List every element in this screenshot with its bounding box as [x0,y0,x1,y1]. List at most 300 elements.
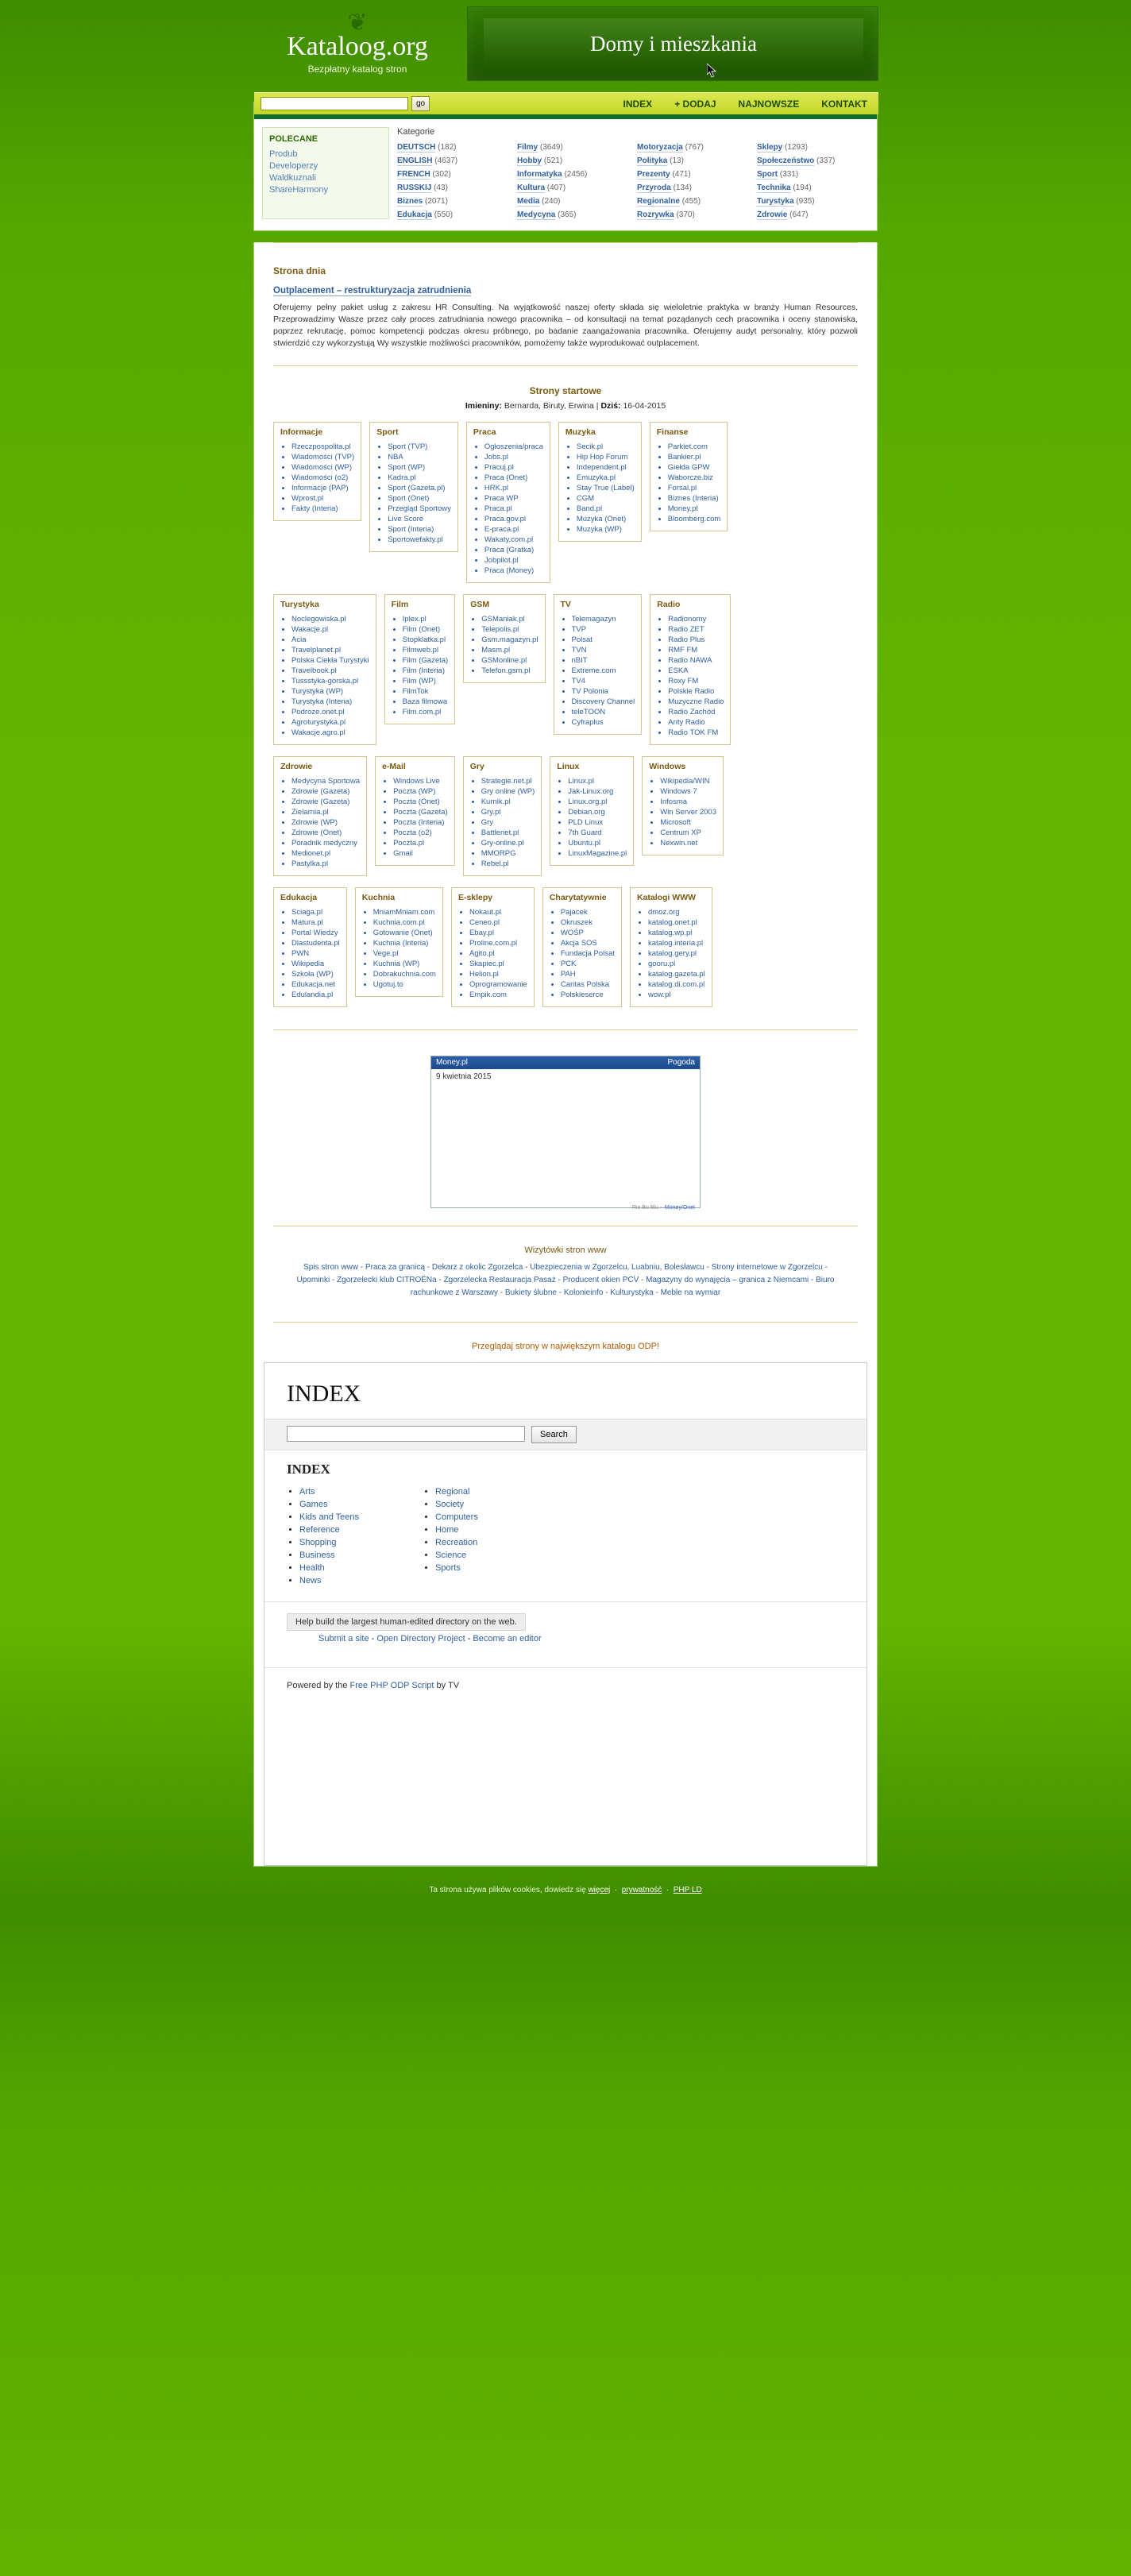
link-card-link[interactable]: Windows 7 [660,787,697,796]
link-card-link[interactable]: wow.pl [647,991,671,999]
category-link[interactable]: ENGLISH [397,156,433,165]
link-card-link[interactable]: Zdrowie (Gazeta) [291,798,350,806]
link-card-link[interactable]: Infosma [660,798,688,806]
link-card-link[interactable]: Polska Ciekła Turystyki [291,656,369,665]
link-card-link[interactable]: katalog.onet.pl [647,918,697,927]
category-link[interactable]: Rozrywka [637,210,674,219]
category-item [757,170,869,179]
link-card [273,887,347,1007]
link-card-link[interactable]: Polsat [571,635,593,644]
list-item [660,776,716,786]
odp-category-link[interactable]: Games [299,1500,328,1509]
odp-category-link[interactable]: Computers [435,1512,478,1522]
link-card-link[interactable]: Live Score [388,515,424,523]
link-card-link[interactable]: nBIT [571,656,588,665]
link-card-link[interactable]: Wprost.pl [291,494,324,503]
wizytowka-link[interactable]: Biuro rachunkowe z Warszawy [410,1276,835,1297]
strona-dnia-heading: Strona dnia [273,265,326,276]
wizytowka-link[interactable]: Zgorzelecki klub CITROËNa [337,1276,437,1284]
link-card-link[interactable]: Independent.pl [576,463,627,472]
odp-search-input[interactable] [287,1426,525,1442]
link-card-link[interactable]: 7th Guard [568,828,602,837]
link-card-link[interactable]: FilmTok [402,687,429,696]
link-card-link[interactable]: Wiadomości (TVP) [291,453,355,462]
list-item [484,566,543,576]
odp-help-section [264,1602,867,1667]
divider [273,365,858,366]
wizytowka-link[interactable]: Kolonieinfo [563,1288,604,1297]
link-card-link[interactable]: LinuxMagazine.pl [568,849,627,858]
list-item [373,979,436,990]
link-card-link[interactable]: Nokaut.pl [469,908,502,917]
link-card [542,887,622,1007]
link-card-link[interactable]: Radio TOK FM [668,728,719,737]
link-card-link[interactable]: Poradnik medyczny [291,839,357,848]
link-card-link[interactable]: Pastylka.pl [291,859,328,868]
wizytowka-link[interactable]: Magazyny do wynajęcia – granica z Niemcami [646,1276,809,1284]
link-card-link[interactable]: Muzyka (Onet) [576,515,627,523]
link-card-link[interactable]: Giełda GPW [667,463,710,472]
link-card-link[interactable]: Cyfraplus [571,718,604,727]
wizytowka-link[interactable]: Upominki [296,1276,330,1284]
category-link[interactable]: Filmy [517,143,538,152]
list-item [648,928,705,938]
link-card-link[interactable]: CGM [576,494,595,503]
link-card-link[interactable]: GSManiak.pl [481,615,525,624]
list-item [668,442,721,452]
link-card-link[interactable]: Informacje (PAP) [291,484,349,492]
link-card-link[interactable]: HRK.pl [484,484,509,492]
kategorie-grid [397,143,869,219]
link-card-link[interactable]: Polskieserce [560,991,604,999]
wizytowka-link[interactable]: Zgorzelecka Restauracja Pasaż [443,1276,556,1284]
link-card-link[interactable]: Nexwin.net [660,839,698,848]
privacy-link[interactable]: prywatność [621,1886,662,1894]
link-card-link[interactable]: Praca (Money) [484,566,535,575]
money-widget-footlink[interactable]: Money/Onet [664,1205,695,1211]
nav-item-kontakt[interactable]: KONTAKT [821,98,867,110]
category-link[interactable]: Kultura [517,183,545,192]
link-card-link[interactable]: Kuchnia (Interia) [372,939,429,948]
link-card-link[interactable]: Kuchnia.com.pl [372,918,425,927]
category-link[interactable]: Edukacja [397,210,432,219]
link-card-link[interactable]: katalog.di.com.pl [647,980,705,989]
link-card-link[interactable]: Jak-Linux.org [568,787,614,796]
link-card-link[interactable]: PCK [560,960,577,968]
link-card-link[interactable]: Hip Hop Forum [576,453,628,462]
list-item [393,817,448,828]
odp-category-link[interactable]: Regional [435,1487,470,1497]
link-card-link[interactable]: Secik.pl [576,442,604,451]
list-item [572,655,635,666]
link-card-link[interactable]: Gry online (WP) [481,787,535,796]
link-card-title: Turystyka [280,600,319,609]
list-item [469,938,527,948]
link-card-link[interactable]: Radio Plus [668,635,705,644]
link-card-link[interactable]: Agito.pl [469,949,495,958]
link-card-link[interactable]: Ebay.pl [469,929,494,937]
link-card-link[interactable]: Baza filmowa [402,697,448,706]
link-card-link[interactable]: Debian.org [568,808,605,817]
link-card-link[interactable]: Windows Live [393,777,440,786]
list-item [373,948,436,959]
link-card-link[interactable]: Ugotuj.to [372,980,403,989]
category-link[interactable]: FRENCH [397,170,430,179]
link-card-link[interactable]: Przegląd Sportowy [388,504,451,513]
category-link[interactable]: Motoryzacja [637,143,683,152]
nav-item-dodaj[interactable]: + DODAJ [674,98,716,110]
link-card-link[interactable]: Oprogramowanie [469,980,527,989]
link-card-link[interactable]: Film (WP) [402,677,436,686]
link-card-link[interactable]: Portal Wiedzy [291,929,338,937]
link-card-link[interactable]: katalog.interia.pl [647,939,704,948]
link-card-link[interactable]: Sport (WP) [388,463,426,472]
category-link[interactable]: Informatyka [517,170,562,179]
link-card-link[interactable]: Praca WP [484,494,519,503]
link-card-link[interactable]: katalog.gazeta.pl [647,970,705,979]
link-card-link[interactable]: Emuzyka.pl [576,473,616,482]
link-card-link[interactable]: Film.com.pl [402,708,442,716]
link-card-link[interactable]: Radio Zachód [668,708,716,716]
top-banner-ad[interactable] [467,6,878,81]
category-link[interactable]: Technika [757,183,791,192]
link-card-link[interactable]: Anty Radio [668,718,705,727]
link-card-link[interactable]: Film (Onet) [402,625,441,634]
link-card-link[interactable]: Win Server 2003 [660,808,716,817]
odp-category-link[interactable]: Recreation [435,1538,478,1547]
odp-become-editor-link[interactable]: Become an editor [473,1634,542,1643]
category-item [397,210,509,219]
link-card-link[interactable]: TVP [571,625,586,634]
nav-item-index[interactable]: INDEX [623,98,653,110]
link-card-link[interactable]: Centrum XP [660,828,701,837]
link-card-link[interactable]: Empik.com [469,991,507,999]
link-card-link[interactable]: ESKA [668,666,689,675]
odp-category-link[interactable]: Business [299,1551,335,1560]
link-card-link[interactable]: Gotowanie (Onet) [372,929,433,937]
category-link[interactable]: Media [517,197,540,206]
link-card-link[interactable]: Sport (TVP) [388,442,428,451]
link-card-link[interactable]: WOŚP [560,929,584,937]
link-card-link[interactable]: Kuchnia (WP) [372,960,420,968]
link-card-link[interactable]: Wikipedia/WIN [660,777,710,786]
wizytowka-link[interactable]: Spis stron www [303,1263,359,1272]
link-card-link[interactable]: Ogłoszenia/praca [484,442,543,451]
link-card-link[interactable]: Extreme.com [571,666,616,675]
link-card-link[interactable]: Pajacek [560,908,588,917]
link-card-link[interactable]: Rebel.pl [481,859,509,868]
link-card-link[interactable]: Okruszek [560,918,593,927]
link-card [355,887,443,997]
list-item [291,676,369,686]
list-item [469,948,527,959]
link-card-link[interactable]: katalog.gery.pl [647,949,697,958]
category-link[interactable]: Przyroda [637,183,671,192]
odp-category-columns [264,1485,867,1602]
link-card-link[interactable]: gooru.pl [647,960,676,968]
link-card-link[interactable]: Microsoft [660,818,691,827]
link-card-link[interactable]: E-praca.pl [484,525,519,534]
link-card [463,594,545,683]
link-card-link[interactable]: Bankier.pl [667,453,701,462]
odp-category-link[interactable]: Science [435,1551,467,1560]
link-card-link[interactable]: Noclegowiska.pl [291,615,346,624]
link-card-link[interactable]: Battlenet.pl [481,828,519,837]
link-card [466,422,550,583]
link-card-link[interactable]: Film (Gazeta) [402,656,449,665]
link-card-link[interactable]: Sport (Gazeta.pl) [388,484,446,492]
link-card-link[interactable]: Iplex.pl [402,615,427,624]
link-card-link[interactable]: Bloomberg.com [667,515,721,523]
link-card-link[interactable]: Wakaty.com.pl [484,535,534,544]
link-card-link[interactable]: Gry-online.pl [481,839,524,848]
odp-category-link[interactable]: News [299,1576,322,1585]
link-card-link[interactable]: Waborcze.biz [667,473,713,482]
link-card-link[interactable]: Agroturystyka.pl [291,718,346,727]
list-item [291,838,360,848]
link-card-link[interactable]: PWN [291,949,310,958]
link-card-link[interactable]: Tussstyka-gorska.pl [291,677,359,686]
link-card-link[interactable]: Skapiec.pl [469,960,504,968]
link-card-link[interactable]: PLD Linux [568,818,604,827]
link-card-link[interactable]: Poczta (WP) [393,787,436,796]
link-card-link[interactable]: Proline.com.pl [469,939,518,948]
link-card-link[interactable]: Telefon.gsm.pl [481,666,531,675]
link-card-link[interactable]: Linux.org.pl [568,798,608,806]
link-card-link[interactable]: Zdrowie (WP) [291,818,338,827]
odp-powered-link[interactable]: Free PHP ODP Script [349,1681,434,1690]
link-card-link[interactable]: Praca.pl [484,504,512,513]
search-go-button[interactable]: go [411,96,430,111]
category-link[interactable]: Hobby [517,156,542,165]
wizytowka-link[interactable]: Meble na wymiar [660,1288,721,1297]
list-item [577,473,635,483]
link-card-link[interactable]: Wiadomości (o2) [291,473,349,482]
link-card-link[interactable]: Sciaga.pl [291,908,323,917]
link-card-link[interactable]: Telemagazyn [571,615,616,624]
link-card-link[interactable]: katalog.wp.pl [647,929,693,937]
category-link[interactable]: DEUTSCH [397,143,436,152]
link-card-link[interactable]: Dlastudenta.pl [291,939,340,948]
odp-category-link[interactable]: Society [435,1500,465,1509]
category-count: (471) [672,170,691,179]
link-card-link[interactable]: Telepolis.pl [481,625,519,634]
link-card-link[interactable]: Money.pl [667,504,698,513]
link-card-link[interactable]: Poczta.pl [393,839,425,848]
odp-category-link[interactable]: Arts [299,1487,315,1497]
polecane-item[interactable]: Developerzy [269,161,318,171]
link-card-link[interactable]: MMORPG [481,849,516,858]
category-link[interactable]: Polityka [637,156,668,165]
link-card-link[interactable]: Sportowefakty.pl [388,535,443,544]
link-card-link[interactable]: Kurnik.pl [481,798,511,806]
link-card-link[interactable]: Sport (Interia) [388,525,434,534]
link-card-link[interactable]: Helion.pl [469,970,499,979]
link-card-link[interactable]: Gry.pl [481,808,501,817]
link-card-link[interactable]: Turystyka (WP) [291,687,344,696]
link-card-link[interactable]: Stopklatka.pl [402,635,446,644]
list-item [393,786,448,797]
link-card-link[interactable]: Linux.pl [568,777,595,786]
link-card-link[interactable]: Travelbook.pl [291,666,337,675]
link-card-link[interactable]: GSMonline.pl [481,656,527,665]
polecane-item[interactable]: ShareHarmony [269,185,328,195]
nav-item-najnowsze[interactable]: NAJNOWSZE [738,98,800,110]
link-card-link[interactable]: Gsm.magazyn.pl [481,635,538,644]
category-link[interactable]: Społeczeństwo [757,156,815,165]
link-card-link[interactable]: Masm.pl [481,646,511,655]
link-card-link[interactable]: NBA [388,453,403,462]
link-card-link[interactable]: Medionet.pl [291,849,331,858]
odp-search-button[interactable]: Search [531,1426,577,1443]
link-card-link[interactable]: Polskie Radio [668,687,715,696]
list-item [481,848,535,859]
link-card-link[interactable]: Gmail [393,849,413,858]
polecane-item[interactable]: Produb [269,149,298,159]
category-link[interactable]: Sklepy [757,143,783,152]
list-item [291,483,354,493]
link-card-link[interactable]: Poczta (Interia) [393,818,445,827]
link-card-link[interactable]: Fakty (Interia) [291,504,338,513]
odp-category-link[interactable]: Health [299,1563,325,1573]
link-card-link[interactable]: Poczta (Onet) [393,798,440,806]
search-input[interactable] [261,97,408,110]
wizytowka-link[interactable]: Producent okien PCV [562,1276,639,1284]
category-item [757,143,869,152]
link-card-link[interactable]: Dobrakuchnia.com [372,970,436,979]
link-card-link[interactable]: Band.pl [576,504,603,513]
link-card-link[interactable]: Poczta (Gazeta) [393,808,448,817]
link-card-link[interactable]: Radio ZET [668,625,704,634]
link-card-link[interactable]: MniamMniam.com [372,908,435,917]
link-card-link[interactable]: Turystyka (Interia) [291,697,353,706]
link-card-link[interactable]: Muzyczne Radio [668,697,724,706]
category-link[interactable]: Sport [757,170,778,179]
wizytowka-link[interactable]: Bukiety ślubne [504,1288,557,1297]
link-card-link[interactable]: Ubuntu.pl [568,839,600,848]
odp-submit-site-link[interactable]: Submit a site [318,1634,369,1643]
link-card-link[interactable]: Wakacje.agro.pl [291,728,345,737]
link-card-link[interactable]: Forsal.pl [667,484,697,492]
link-card-link[interactable]: Strategie.net.pl [481,777,532,786]
link-card-link[interactable]: Szkoła (WP) [291,970,334,979]
link-card-link[interactable]: Fundacja Polsat [560,949,615,958]
link-card-link[interactable]: Kadra.pl [388,473,416,482]
odp-project-link[interactable]: Open Directory Project [376,1634,465,1643]
link-card-link[interactable]: Jobpilot.pl [484,556,519,565]
link-card-link[interactable]: Jobs.pl [484,453,509,462]
link-card-link[interactable]: Matura.pl [291,918,323,927]
link-card-link[interactable]: Stay True (Label) [576,484,635,492]
category-link[interactable]: RUSSKIJ [397,183,432,192]
link-card-link[interactable]: Praca.gov.pl [484,515,527,523]
link-card-link[interactable]: Biznes (Interia) [667,494,719,503]
link-card-link[interactable]: Zielarnia.pl [291,808,329,817]
link-card-link[interactable]: Wikipedia [291,960,325,968]
link-card-link[interactable]: Akcja SOS [560,939,597,948]
link-card-link[interactable]: Travelplanet.pl [291,646,341,655]
link-card-link[interactable]: Zdrowie (Gazeta) [291,787,350,796]
link-card-link[interactable]: teleTOON [571,708,606,716]
category-link[interactable]: Zdrowie [757,210,788,219]
link-card-link[interactable]: Filmweb.pl [402,646,439,655]
link-card-link[interactable]: Rzeczpospolita.pl [291,442,351,451]
link-card-link[interactable]: Gry [481,818,494,827]
link-card-link[interactable]: Pracuj.pl [484,463,514,472]
wizytowka-link[interactable]: Kulturystyka [610,1288,654,1297]
link-card-link[interactable]: Zdrowie (Onet) [291,828,342,837]
cookie-more-link[interactable]: więcej [588,1886,611,1894]
link-card-link[interactable]: Poczta (o2) [393,828,432,837]
odp-category-link[interactable]: Kids and Teens [299,1512,360,1522]
link-card-link[interactable]: PAH [560,970,576,979]
link-card-list [657,442,721,524]
logo[interactable] [254,10,461,75]
link-card-link[interactable]: Ceneo.pl [469,918,500,927]
link-card-link[interactable]: Radio NAWA [668,656,712,665]
link-card-link[interactable]: Radionomy [668,615,707,624]
link-card-link[interactable]: Medycyna Sportowa [291,777,361,786]
link-card-link[interactable]: Podroze.onet.pl [291,708,345,716]
link-card-link[interactable]: Edukacja.net [291,980,335,989]
polecane-item[interactable]: Waldkuznali [269,173,316,183]
site-footer: Ta strona używa plików cookies, dowiedz się więcej · prywatność · PHP LD [429,1886,702,1894]
odp-category-link[interactable]: Shopping [299,1538,337,1547]
mouse-cursor-icon [707,64,715,75]
link-card-link[interactable]: Film (Interia) [402,666,445,675]
odp-category-link[interactable]: Reference [299,1525,340,1535]
link-card-link[interactable]: Praca (Gratka) [484,546,535,554]
wizytowka-link[interactable]: Praca za granicą [365,1263,425,1272]
list-item [660,838,716,848]
link-card-link[interactable]: Parkiet.com [667,442,708,451]
link-card-link[interactable]: Roxy FM [668,677,699,686]
odp-category-link[interactable]: Home [435,1525,459,1535]
link-card-link[interactable]: Wakacje.pl [291,625,329,634]
link-card-link[interactable]: Vege.pl [372,949,399,958]
link-card-link[interactable]: Edulandia.pl [291,991,334,999]
strona-dnia-link[interactable]: Outplacement – restrukturyzacja zatrudnienia [273,286,472,295]
wizytowka-link[interactable]: Ubezpieczenia w Zgorzelcu, Luabniu, Bolesławcu [530,1263,704,1272]
link-card-link[interactable]: Sport (Onet) [388,494,430,503]
odp-category-link[interactable]: Sports [435,1563,461,1573]
link-card-link[interactable]: TVN [571,646,587,655]
category-item [517,183,629,192]
link-card-link[interactable]: dmoz.org [647,908,680,917]
link-card-link[interactable]: TV4 [571,677,585,686]
category-link[interactable]: Regionalne [637,197,680,206]
link-card-link[interactable]: Discovery Channel [571,697,635,706]
category-link[interactable]: Biznes [397,197,423,206]
link-card-link[interactable]: Acia [291,635,307,644]
link-card-link[interactable]: TV Polonia [571,687,608,696]
wizytowka-link[interactable]: Dekarz z okolic Zgorzelca [431,1263,523,1272]
wizytowka-link[interactable]: Strony internetowe w Zgorzelcu [711,1263,823,1272]
category-link[interactable]: Prezenty [637,170,670,179]
link-card-link[interactable]: Caritas Polska [560,980,610,989]
link-card-link[interactable]: Muzyka (WP) [576,525,622,534]
category-link[interactable]: Medycyna [517,210,556,219]
odp-category-item [299,1549,359,1562]
list-item [481,828,535,838]
category-link[interactable]: Turystyka [757,197,794,206]
phpld-link[interactable]: PHP LD [673,1886,702,1894]
link-card-link[interactable]: Wiadomości (WP) [291,463,353,472]
link-card-link[interactable]: Praca (Onet) [484,473,528,482]
list-item [481,614,538,624]
money-widget[interactable] [430,1056,701,1211]
link-card-link[interactable]: RMF FM [668,646,698,655]
